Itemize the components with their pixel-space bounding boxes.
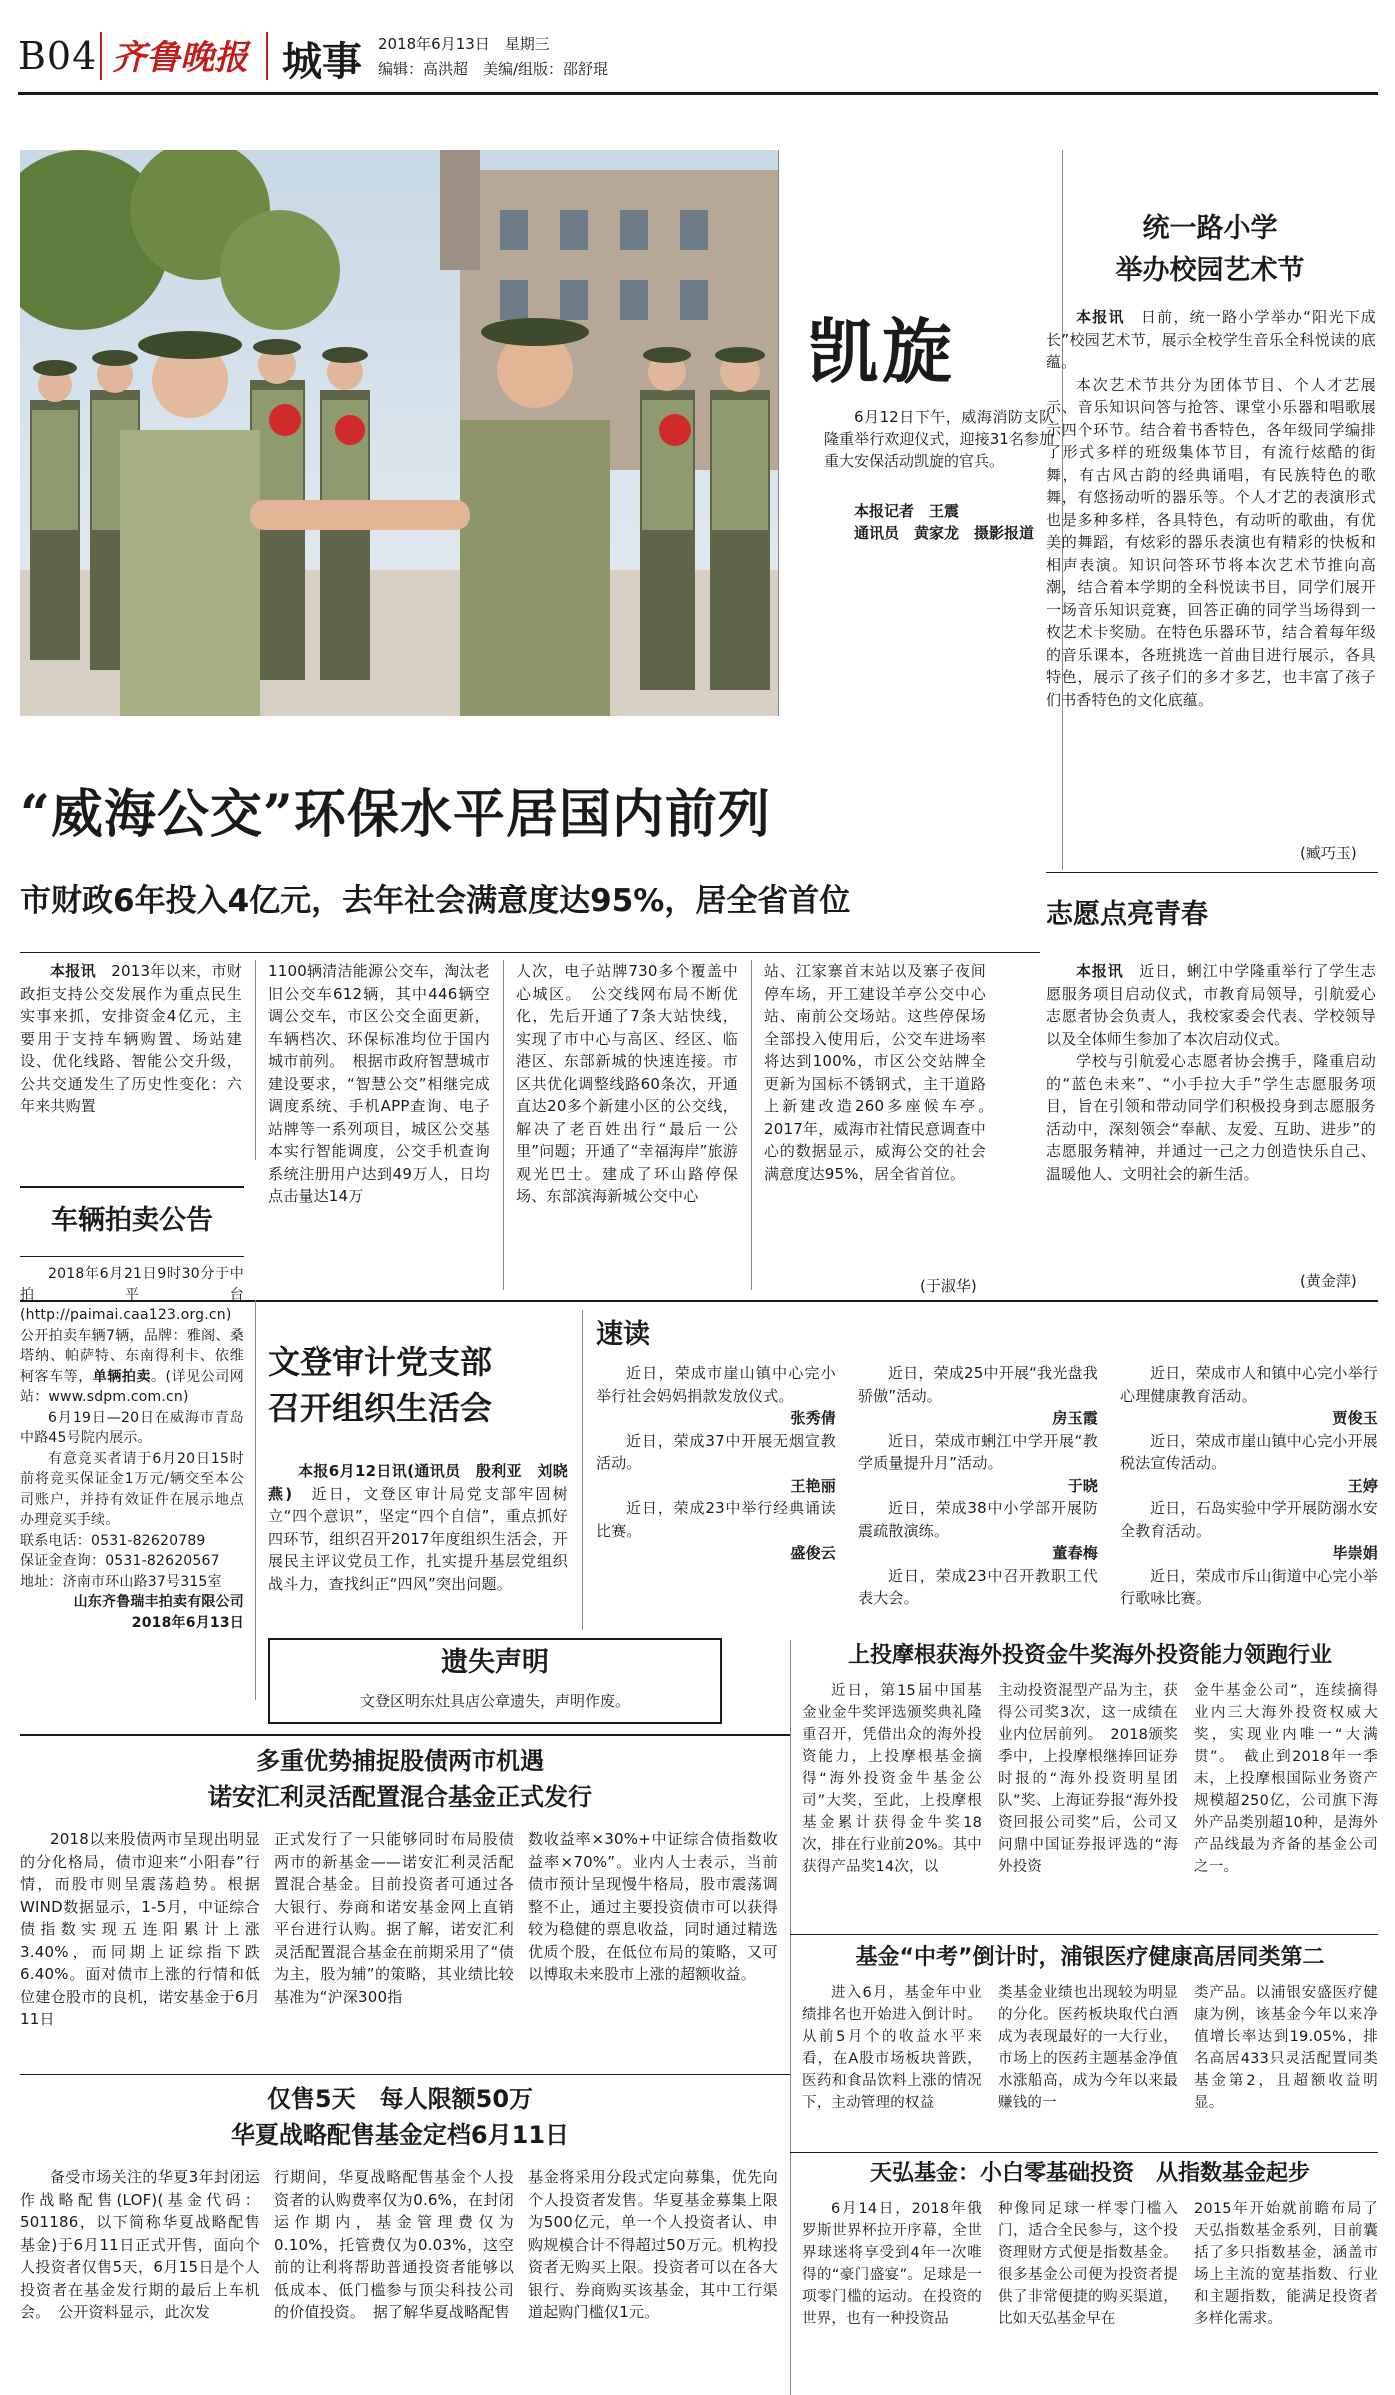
art-festival-title-1: 统一路小学 xyxy=(1142,213,1278,244)
quick-col-3 xyxy=(1120,1362,1378,1612)
bus-col-1 xyxy=(20,960,242,1160)
quick-item: 近日，荣成市人和镇中心完小举行心理健康教育活动。 xyxy=(1120,1364,1378,1405)
rule xyxy=(790,1934,1378,1935)
paragraph: 6月19日—20日在威海市青岛中路45号院内展示。 xyxy=(20,1409,244,1446)
fund-a-col-3: 数收益率×30%+中证综合债指数收益率×70%”。业内人士表示，当前债市预计呈现慢牛格局，股市震荡调整不止，通过主要投资债市可以获得较为稳健的票息收益，同时通过精选优质个股，在低位布局的策略，又可以博取未来股市上涨的超额收益。 xyxy=(528,1830,778,1983)
quick-author xyxy=(858,1610,1098,1613)
audit-title-2: 召开组织生活会 xyxy=(268,1389,493,1427)
byline: (黄金萍) xyxy=(1300,1272,1357,1290)
quick-author: 张秀倩 xyxy=(790,1409,836,1427)
quick-read-title: 速读 xyxy=(596,1319,650,1350)
column-rule xyxy=(255,1300,256,1700)
quick-item: 近日，荣成25中开展“我光盘我骄傲”活动。 xyxy=(858,1364,1098,1405)
masthead-rule xyxy=(18,92,1378,95)
newspaper-logo: 齐鲁晚报 xyxy=(112,38,248,78)
fund-b-title-2: 华夏战略配售基金定档6月11日 xyxy=(230,2121,570,2149)
paragraph: 进入6月，基金年中业绩排名也开始进入倒计时。从前5月个的收益水平来看，在A股市场板块普跌，医药和食品饮料上涨的情况下，主动管理的权益 xyxy=(802,1985,982,2111)
quick-author: 盛俊云 xyxy=(790,1544,836,1562)
lost-notice xyxy=(268,1638,722,1724)
volunteer-article xyxy=(1046,960,1376,1260)
paragraph: 。(详见公司网站：www.sdpm.com.cn) xyxy=(20,1368,244,1405)
fund-b-col-1 xyxy=(20,2166,260,2388)
fund-e-title: 天弘基金：小白零基础投资 从指数基金起步 xyxy=(869,2161,1310,2186)
column-rule xyxy=(503,960,504,1290)
emphasis: 单辆拍卖 xyxy=(92,1368,151,1385)
fund-d-col-1 xyxy=(802,1982,982,2152)
column-rule xyxy=(751,960,752,1290)
bus-col-3: 人次，电子站牌730多个覆盖中心城区。 公交线网布局不断优化，先后开通了7条大站快线，实现了市中心与高区、经区、临港区、东部新城的快速连接。市区共优化调整线路60条次，开通直达20多个新建小区的公交线，解决了老百姓出行“最后一公里”问题；开通了“幸福海岸”旅游观光巴士。建成了环山路停保场、东部滨海新城公交中心 xyxy=(516,962,738,1205)
photo-headline: 凯旋 xyxy=(808,310,956,393)
rule xyxy=(20,2074,790,2075)
auction-title: 车辆拍卖公告 xyxy=(51,1205,213,1236)
rule xyxy=(20,952,1040,953)
editor-credits: 编辑：高洪超 美编/组版：邵舒琨 xyxy=(378,60,609,78)
quick-read-grid xyxy=(596,1362,1378,1612)
bus-subhead: 市财政6年投入4亿元，去年社会满意度达95%，居全省首位 xyxy=(20,883,851,919)
rule xyxy=(20,1256,244,1257)
art-festival-title-2: 举办校园艺术节 xyxy=(1115,255,1305,286)
audit-title-1: 文登审计党支部 xyxy=(268,1343,493,1381)
lost-notice-title: 遗失声明 xyxy=(441,1647,549,1678)
fund-a-title-1: 多重优势捕捉股债两市机遇 xyxy=(256,1747,544,1775)
divider xyxy=(778,150,779,716)
quick-author xyxy=(1120,1610,1378,1613)
lead: 本报讯 xyxy=(1076,308,1125,326)
fund-a-title-2: 诺安汇利灵活配置混合基金正式发行 xyxy=(208,1783,592,1811)
quick-author: 王婷 xyxy=(1347,1476,1378,1495)
quick-item: 近日，荣成市崖山镇中心完小开展税法宣传活动。 xyxy=(1120,1431,1378,1472)
fund-c-col-3: 金牛基金公司”，连续摘得业内三大海外投资权威大奖，实现业内唯一“大满贯”。 截止到2018年一季末，上投摩根国际业务资产规模超250亿，公司旗下海外产品类别超10种，是海外产品线最为齐备的基金公司之一。 xyxy=(1194,1683,1378,1875)
quick-author: 董春梅 xyxy=(1052,1544,1098,1562)
rule xyxy=(20,1186,244,1188)
photo-credit-photographer: 通讯员 黄家龙 摄影报道 xyxy=(854,524,1035,542)
rule xyxy=(20,1734,790,1736)
section-title: 城事 xyxy=(282,39,362,85)
quick-author: 毕崇娟 xyxy=(1332,1544,1378,1562)
fund-c-col-2: 主动投资混型产品为主，获得公司奖3次，这一成绩在业内位居前列。 2018颁奖季中，上投摩根继捧回证券时报的“海外投资明星团队”奖、上海证券报“海外投资回报公司奖”后，公司又问鼎中国证券报评选的“海外投资 xyxy=(998,1683,1178,1875)
fund-b-title-1: 仅售5天 每人限额50万 xyxy=(266,2085,534,2113)
fund-d-col-2: 类基金业绩也出现较为明显的分化。医药板块取代白酒成为表现最好的一大行业，市场上的医药主题基金净值水涨船高，成为今年以来最赚钱的一 xyxy=(998,1985,1178,2111)
quick-author: 于晓 xyxy=(1067,1476,1098,1495)
photo-caption: 6月12日下午，威海消防支队隆重举行欢迎仪式，迎接31名参加重大安保活动凯旋的官兵。 xyxy=(824,408,1054,470)
fund-c-title: 上投摩根获海外投资金牛奖海外投资能力领跑行业 xyxy=(847,1643,1332,1668)
bus-headline: “威海公交”环保水平居国内前列 xyxy=(20,784,771,845)
fund-a-col-2: 正式发行了一只能够同时布局股债两市的新基金——诺安汇利灵活配置混合基金。目前投资者可通过各大银行、券商和诺安基金网上直销平台进行认购。据了解，诺安汇利灵活配置混合基金在前期采用了“债为主，股为辅”的策略，其业绩比较基准为“沪深300指 xyxy=(274,1830,514,2006)
photo-illustration xyxy=(20,150,778,716)
paragraph: 近日，文登区审计局党支部牢固树立“四个意识”，坚定“四个自信”，重点抓好四环节，组织召开2017年度组织生活会，开展民主评议党员工作，扎实提升基层党组织战斗力，查找纠正“四风”突出问题。 xyxy=(268,1484,568,1593)
column-rule xyxy=(255,960,256,1160)
paragraph: 日前，统一路小学举办“阳光下成长”校园艺术节，展示全校学生音乐全科悦读的底蕴。 xyxy=(1046,308,1376,371)
rule xyxy=(1046,872,1378,873)
lead: 本报讯 xyxy=(50,962,96,980)
paragraph: 2018以来股债两市呈现出明显的分化格局，债市迎来“小阳春”行情，而股市则呈震荡趋势。根据WIND数据显示，1-5月，中证综合债指数实现五连阳累计上涨3.40%，而同期上证综指下跌6.40%。面对债市上涨的行情和低位建仓股市的良机，诺安基金于6月11日 xyxy=(20,1830,260,2028)
rule xyxy=(790,2152,1378,2153)
byline: (臧巧玉) xyxy=(1300,844,1357,862)
byline: (于淑华) xyxy=(920,1277,977,1295)
quick-item: 近日，荣成23中举行经典诵读比赛。 xyxy=(596,1499,836,1540)
quick-author: 贾俊玉 xyxy=(1332,1409,1378,1427)
quick-col-2 xyxy=(858,1362,1098,1612)
fund-a-col-1 xyxy=(20,1828,260,2068)
paragraph: 2018年6月21日9时30分于中拍平台(http://paimai.caa123.org.cn)公开拍卖车辆7辆，品牌：雅阁、桑塔纳、帕萨特、东南得利卡、依维柯客车等， xyxy=(20,1266,244,1385)
notice-date: 2018年6月13日 xyxy=(131,1614,244,1631)
quick-item: 近日，荣成市斥山街道中心完小举行歌咏比赛。 xyxy=(1120,1566,1378,1607)
photo-credit-reporter: 本报记者 王震 xyxy=(854,502,960,520)
issue-date: 2018年6月13日 星期三 xyxy=(378,35,550,53)
paragraph: 备受市场关注的华夏3年封闭运作战略配售(LOF)(基金代码：501186，以下简称华夏战略配售基金)于6月11日正式开售，面向个人投资者仅售5天，6月15日是个人投资者在基金发行期的最后上车机会。 公开资料显示，此次发 xyxy=(20,2168,260,2321)
company-name: 山东齐鲁瑞丰拍卖有限公司 xyxy=(73,1594,244,1610)
paragraph: 2013年以来，市财政拒支持公交发展作为重点民生实事来抓，安排资金4亿元，主要用于支持车辆购置、场站建设、优化线路、智能公交升级，公共交通发生了历史性变化：六年来共购置 xyxy=(20,962,242,1115)
bus-col-4: 站、江家寨首末站以及寨子夜间停车场，开工建设羊亭公交中心站、南前公交场站。这些停保场全部投入使用后，公交车进场率将达到100%，市区公交站牌全更新为国标不锈钢式，主干道路上新建改造260多座候车亭。 2017年，威海市社情民意调查中心的数据显示，威海公交的社会满意度达95%，居全省首位。 xyxy=(764,962,986,1183)
fund-e-col-1 xyxy=(802,2198,982,2388)
paragraph: 近日，蜊江中学隆重举行了学生志愿服务项目启动仪式，市教育局领导，引航爱心志愿者协会负责人，我校家委会代表、学校领导以及全体师生参加了本次启动仪式。 xyxy=(1046,962,1376,1048)
paragraph: 有意竞买者请于6月20日15时前将竞买保证金1万元/辆交至本公司账户，并持有效证件在展示地点办理竞买手续。 xyxy=(20,1450,244,1528)
lost-notice-body: 文登区明东灶具店公章遗失，声明作废。 xyxy=(359,1692,630,1710)
fund-b-col-3: 基金将采用分段式定向募集，优先向个人投资者发售。华夏基金募集上限为500亿元，单一个人投资者认、申购规模合计不得超过50万元。机构投资者无购买上限。投资者可以在各大银行、券商购买该基金，其中工行渠道起购门槛仅1元。 xyxy=(528,2168,778,2321)
quick-item: 近日，荣成38中小学部开展防震疏散演练。 xyxy=(858,1499,1098,1540)
column-rule xyxy=(790,1640,791,2395)
contact-phone: 联系电话：0531-82620789 xyxy=(20,1532,206,1549)
column-rule xyxy=(582,1310,583,1630)
page-number: B04 xyxy=(18,34,98,78)
paragraph: 近日，第15届中国基金业金牛奖评选颁奖典礼隆重召开，凭借出众的海外投资能力，上投摩根基金摘得“海外投资金牛基金公司”大奖，至此，上投摩根基金累计获得金牛奖18次，排在行业前20%。其中获得产品奖14次，以 xyxy=(802,1683,982,1875)
news-photo-soldiers xyxy=(20,150,778,716)
fund-d-col-3: 类产品。以浦银安盛医疗健康为例，该基金今年以来净值增长率达到19.05%，排名高居433只灵活配置同类基金第2，且超额收益明显。 xyxy=(1194,1985,1378,2111)
quick-item: 近日，荣成37中开展无烟宣教活动。 xyxy=(596,1431,836,1472)
quick-item: 近日，荣成市崖山镇中心完小举行社会妈妈捐款发放仪式。 xyxy=(596,1364,836,1405)
paragraph: 6月14日，2018年俄罗斯世界杯拉开序幕，全世界球迷将享受到4年一次唯得的“豪门盛宴”。足球是一项零门槛的运动。在投资的世界，也有一种投资品 xyxy=(802,2201,982,2327)
paragraph: 学校与引航爱心志愿者协会携手，隆重启动的“蓝色未来”、“小手拉大手”学生志愿服务项目，旨在引领和带动同学们积极投身到志愿服务活动中，深刻领会“奉献、友爱、互助、进步”的志愿服务精神，并通过一己之力创造快乐自己、温暖他人、文明社会的新生活。 xyxy=(1046,1052,1376,1183)
masthead-divider xyxy=(100,32,102,80)
paragraph: 本次艺术节共分为团体节目、个人才艺展示、音乐知识问答与抢答、课堂小乐器和唱歌展示四个环节。结合着书香特色，各年级同学编排了形式多样的班级集体节目，有流行炫酷的街舞，有古风古韵的经典诵唱，有民族特色的歌舞，有悠扬动听的器乐等。个人才艺的表演形式也是多种多样，各具特色，有动听的歌曲，有优美的舞蹈，有炫彩的器乐表演也有精彩的快板和相声表演。知识问答环节将本次艺术节推向高潮，结合着本学期的全科悦读书目，同学们展开一场音乐知识竞赛，回答正确的同学当场得到一枚艺术卡奖励。在特色乐器环节，结合着每年级的音乐课本，各班挑选一首曲目进行展示，各具特色，展示了孩子们的多才多艺，也丰富了孩子们书香特色的文化底蕴。 xyxy=(1046,375,1376,709)
masthead-divider xyxy=(266,32,268,80)
quick-item: 近日，石岛实验中学开展防溺水安全教育活动。 xyxy=(1120,1499,1378,1540)
auction-notice xyxy=(20,1186,244,1716)
fund-d-title: 基金“中考”倒计时，浦银医疗健康高居同类第二 xyxy=(855,1945,1325,1970)
lead: 本报6月12日讯(通讯员 殷利亚 刘晓燕) xyxy=(268,1462,568,1503)
auction-body xyxy=(20,1264,244,1674)
quick-item: 近日，荣成23中召开教职工代表大会。 xyxy=(858,1566,1098,1607)
lead: 本报讯 xyxy=(1076,962,1124,980)
art-festival-article xyxy=(1046,306,1376,826)
volunteer-title: 志愿点亮青春 xyxy=(1046,899,1208,930)
fund-b-col-2: 行期间，华夏战略配售基金个人投资者的认购费率仅为0.6%，在封闭运作期内，基金管理费仅为0.10%，托管费仅为0.03%，这空前的让利将帮助普通投资者能够以低成本、低门槛参与顶尖科技公司的价值投资。 据了解华夏战略配售 xyxy=(274,2168,514,2321)
bus-col-2: 1100辆清洁能源公交车，淘汰老旧公交车612辆，其中446辆空调公交车，市区公交全面更新，车辆档次、环保标准均位于国内城市前列。 根据市政府智慧城市建设要求，“智慧公交”相继完成调度系统、手机APP查询、电子站牌等一系列项目，城区公交基本实行智能调度，公交手机查询系统注册用户达到49万人，日均点击量达14万 xyxy=(268,962,490,1205)
fund-e-col-3: 2015年开始就前瞻布局了天弘指数基金系列，目前囊括了多只指数基金，涵盖市场上主流的宽基指数、行业和主题指数，能满足投资者多样化需求。 xyxy=(1194,2201,1378,2327)
quick-author: 房玉霞 xyxy=(1052,1409,1098,1427)
contact-deposit: 保证金查询：0531-82620567 xyxy=(20,1553,220,1569)
audit-article xyxy=(268,1460,568,1630)
fund-e-col-2: 种像同足球一样零门槛入门，适合全民参与，这个投资理财方式便是指数基金。很多基金公司便为投资者提供了非常便捷的购买渠道，比如天弘基金早在 xyxy=(998,2201,1178,2327)
quick-item: 近日，荣成市蜊江中学开展“教学质量提升月”活动。 xyxy=(858,1431,1098,1472)
quick-author: 王艳丽 xyxy=(790,1476,836,1495)
contact-address: 地址：济南市环山路37号315室 xyxy=(20,1573,222,1590)
fund-c-col-1 xyxy=(802,1680,982,1930)
quick-col-1 xyxy=(596,1362,836,1612)
